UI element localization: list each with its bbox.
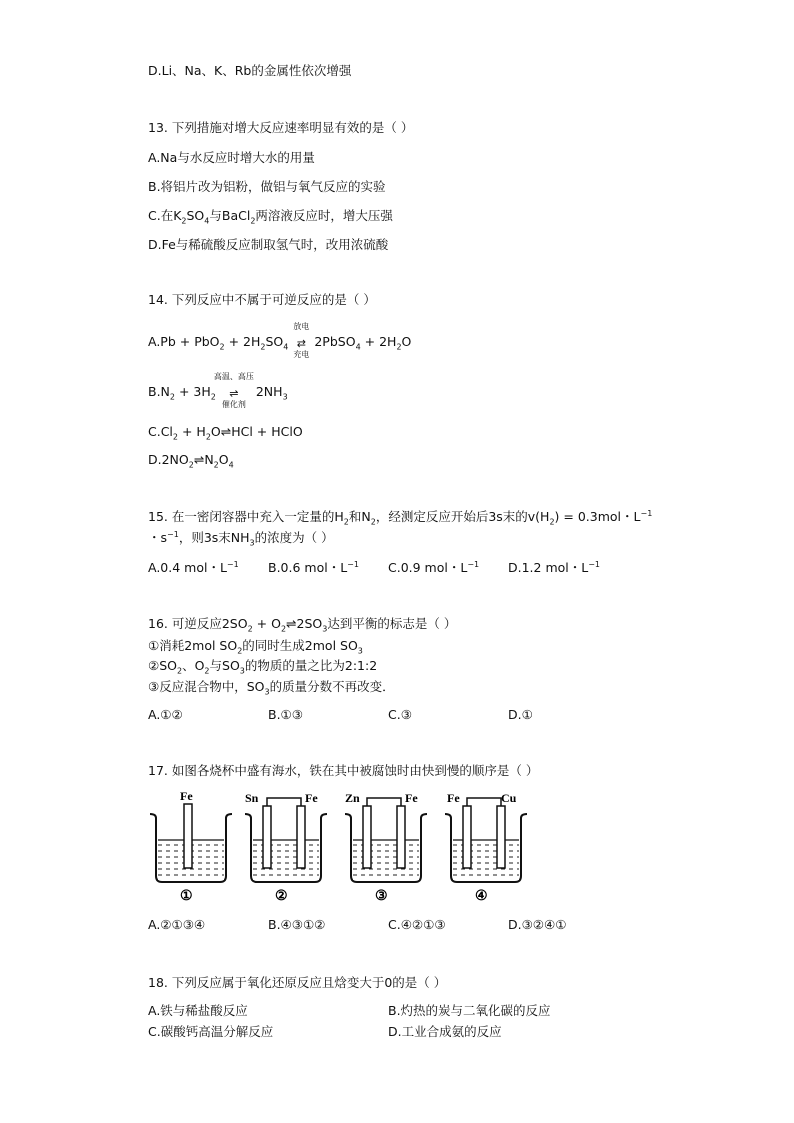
q15-option-a: A.0.4 mol・$L^{-1}$: [148, 559, 239, 575]
q15-option-b: B.0.6 mol・$L^{-1}$: [268, 559, 359, 575]
q13-option-a: A.Na与水反应时增大水的用量: [148, 150, 315, 165]
q14-option-a: $A.Pb + PbO_2 + 2H_2SO_4$ 放电 ⇄ 充电 2PbSO$_4$ + $2H_2O$: [148, 321, 412, 359]
q16-option-b: B.①③: [268, 707, 303, 722]
q18-option-a: A.铁与稀盐酸反应: [148, 1003, 248, 1018]
q13-option-b: B.将铝片改为铝粉，做铝与氧气反应的实验: [148, 179, 386, 194]
beaker-1-electrode-fe: Fe: [180, 789, 193, 803]
q16-option-c: C.③: [388, 707, 412, 722]
q17-option-a: A.②①③④: [148, 917, 206, 932]
beaker-4-electrode-cu: Cu: [501, 791, 517, 805]
beaker-1-label: ①: [180, 889, 193, 904]
beaker-3-electrode-fe: Fe: [405, 791, 418, 805]
q16-statement-2: $②SO_2$、$O_2$与$SO_3$的物质的量之比为2:1:2: [148, 658, 378, 676]
q18-option-b: B.灼热的炭与二氧化碳的反应: [388, 1003, 551, 1018]
beaker-4: [445, 791, 527, 904]
q15-option-d: D.1.2 mol・$L^{-1}$: [508, 559, 601, 575]
q17-option-d: D.③②④①: [508, 917, 567, 932]
q17-stem: 17. 如图各烧杯中盛有海水，铁在其中被腐蚀时由快到慢的顺序是（ ）: [148, 763, 539, 778]
beaker-2-electrode-sn: Sn: [245, 791, 259, 805]
q18-option-d: D.工业合成氨的反应: [388, 1024, 502, 1039]
q13-stem: 13. 下列措施对增大反应速率明显有效的是（ ）: [148, 120, 414, 135]
q18-option-c: C.碳酸钙高温分解反应: [148, 1024, 274, 1039]
beaker-2-electrode-fe: Fe: [305, 791, 318, 805]
beaker-3-electrode-zn: Zn: [345, 791, 360, 805]
q14-a-reversible-arrow: 放电 ⇄ 充电: [293, 321, 310, 359]
q17-option-c: C.④②①③: [388, 917, 446, 932]
q13-option-d: D.Fe与稀硫酸反应制取氢气时，改用浓硫酸: [148, 237, 389, 252]
q15-stem-line2: ・$s^{-1}$，则3s末$NH_3$的浓度为（ ）: [148, 529, 334, 548]
q14-b-reversible-arrow: 高温、高压 ⇌ 催化剂: [213, 371, 254, 409]
q13-option-c: C.在$K_2SO_4$与BaCl$_2$两溶液反应时，增大压强: [148, 208, 393, 226]
q16-option-d: D.①: [508, 707, 533, 722]
beaker-1: [150, 789, 232, 904]
q18-stem: 18. 下列反应属于氧化还原反应且焓变大于0的是（ ）: [148, 975, 447, 990]
beaker-4-label: ④: [475, 889, 488, 904]
q14-option-c: $C.Cl_2$ + $H_2O\rightleftharpoons HCl$ + HClO: [148, 424, 303, 442]
beaker-2-label: ②: [275, 889, 288, 904]
q15-stem: 15. 在一密闭容器中充入一定量的$H_2$和$N_2$，经测定反应开始后3s末的$v(H_2) = 0.3mol$・$L^{-1}$: [148, 508, 653, 527]
beaker-2: [245, 791, 327, 904]
q14-stem: 14. 下列反应中不属于可逆反应的是（ ）: [148, 292, 376, 307]
beaker-3-label: ③: [375, 889, 388, 904]
q14-option-d: $D.2NO_2\rightleftharpoons N_2O_4$: [148, 452, 234, 470]
beaker-4-electrode-fe: Fe: [447, 791, 460, 805]
beaker-3: [345, 791, 427, 904]
q16-statement-3: ③反应混合物中，$SO_3$的质量分数不再改变．: [148, 679, 395, 697]
q12-option-d: D.Li、Na、K、Rb的金属性依次增强: [148, 63, 352, 78]
q16-option-a: A.①②: [148, 707, 183, 722]
q17-beaker-figure: [140, 788, 540, 908]
q14-option-b: $B.N_2 + 3H_2$ 高温、高压 ⇌ 催化剂 $2NH_3$: [148, 371, 288, 409]
q15-option-c: C.0.9 mol・$L^{-1}$: [388, 559, 480, 575]
q16-stem: 16. 可逆反应$2SO_2$ + $O_2\rightleftharpoons 2SO_3$达到平衡的标志是（ ）: [148, 616, 457, 634]
q17-option-b: B.④③①②: [268, 917, 326, 932]
q16-statement-1: ①消耗2mol $SO_2$的同时生成2mol $SO_3$: [148, 638, 363, 656]
